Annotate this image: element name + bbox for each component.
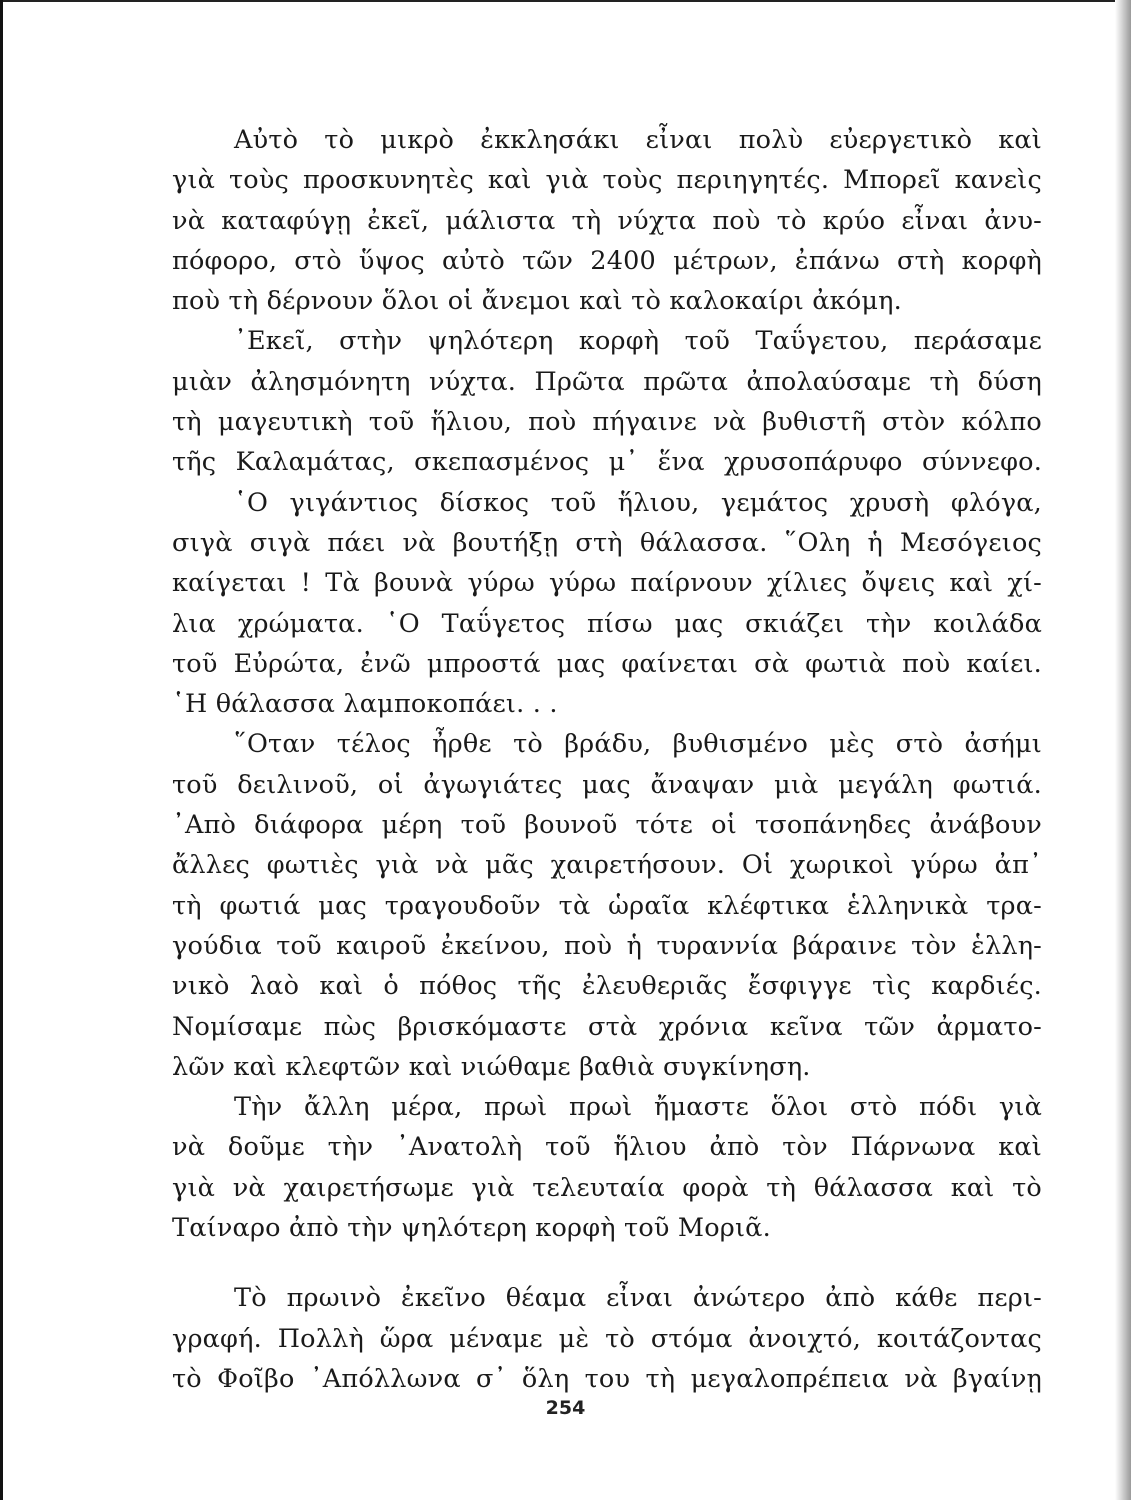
text-line: Αὐτὸ τὸ μικρὸ ἐκκλησάκι εἶναι πολὺ εὐεργετικὸ καὶ	[234, 125, 1042, 155]
text-line: τοῦ Εὐρώτα, ἐνῶ μπροστά μας φαίνεται σὰ φωτιὰ ποὺ καίει.	[172, 648, 1042, 679]
text-line: Τὴν ἄλλη μέρα, πρωὶ πρωὶ ἤμαστε ὅλοι στὸ πόδι γιὰ	[234, 1092, 1042, 1123]
text-line: ῞Οταν τέλος ἦρθε τὸ βράδυ, βυθισμένο μὲς στὸ ἀσήμι	[234, 729, 1042, 760]
text-line: γιὰ τοὺς προσκυνητὲς καὶ γιὰ τοὺς περιηγητές. Μπορεῖ κανεὶς	[172, 165, 1042, 196]
text-line: καίγεται ! Τὰ βουνὰ γύρω γύρω παίρνουν χίλιες ὄψεις καὶ χί-	[172, 568, 1042, 599]
text-line: γούδια τοῦ καιροῦ ἐκείνου, ποὺ ἡ τυραννία βάραινε τὸν ἑλλη-	[172, 930, 1042, 961]
text-line: ᾿Εκεῖ, στὴν ψηλότερη κορφὴ τοῦ Ταΰγετου, περάσαμε	[234, 326, 1042, 357]
page-number: 254	[545, 1397, 586, 1419]
scan-edge-left	[0, 0, 3, 1500]
text-line: τῆς Καλαμάτας, σκεπασμένος μ᾿ ἕνα χρυσοπάρυφο σύννεφο.	[172, 447, 1042, 478]
text-line: τοῦ δειλινοῦ, οἱ ἀγωγιάτες μας ἄναψαν μιὰ μεγάλη φωτιά.	[172, 769, 1042, 800]
text-line: Νομίσαμε πὼς βρισκόμαστε στὰ χρόνια κεῖνα τῶν ἀρματο-	[172, 1011, 1042, 1042]
text-line: Ταίναρο ἀπὸ τὴν ψηλότερη κορφὴ τοῦ Μοριᾶ.	[172, 1213, 771, 1244]
text-line: ποὺ τὴ δέρνουν ὅλοι οἱ ἄνεμοι καὶ τὸ καλοκαίρι ἀκόμη.	[172, 286, 902, 317]
text-line: ἄλλες φωτιὲς γιὰ νὰ μᾶς χαιρετήσουν. Οἱ χωρικοὶ γύρω ἀπ᾿	[172, 850, 1042, 881]
text-line: ῾Η θάλασσα λαμποκοπάει. . .	[172, 689, 558, 720]
text-line: σιγὰ σιγὰ πάει νὰ βουτήξῃ στὴ θάλασσα. ῞Ολη ἡ Μεσόγειος	[172, 527, 1042, 558]
page-body-text	[172, 120, 1042, 1399]
text-line: λῶν καὶ κλεφτῶν καὶ νιώθαμε βαθιὰ συγκίνηση.	[172, 1051, 811, 1082]
text-line: γιὰ νὰ χαιρετήσωμε γιὰ τελευταία φορὰ τὴ θάλασσα καὶ τὸ	[172, 1172, 1042, 1203]
text-line: τὴ φωτιά μας τραγουδοῦν τὰ ὡραῖα κλέφτικα ἑλληνικὰ τρα-	[172, 890, 1042, 921]
text-line: γραφή. Πολλὴ ὥρα μέναμε μὲ τὸ στόμα ἀνοιχτό, κοιτάζοντας	[172, 1323, 1042, 1354]
scan-edge-top	[0, 0, 1131, 2]
text-line: νὰ δοῦμε τὴν ᾿Ανατολὴ τοῦ ἥλιου ἀπὸ τὸν Πάρνωνα καὶ	[172, 1132, 1042, 1163]
text-line: ᾿Απὸ διάφορα μέρη τοῦ βουνοῦ τότε οἱ τσοπάνηδες ἀνάβουν	[172, 810, 1042, 841]
text-line: Τὸ πρωινὸ ἐκεῖνο θέαμα εἶναι ἀνώτερο ἀπὸ κάθε περι-	[234, 1283, 1042, 1314]
text-line: νὰ καταφύγῃ ἐκεῖ, μάλιστα τὴ νύχτα ποὺ τὸ κρύο εἶναι ἀνυ-	[172, 205, 1042, 236]
text-line: πόφορο, στὸ ὕψος αὐτὸ τῶν 2400 μέτρων, ἐπάνω στὴ κορφὴ	[172, 245, 1042, 276]
scan-edge-right	[1115, 0, 1131, 1500]
text-line: λια χρώματα. ῾Ο Ταΰγετος πίσω μας σκιάζει τὴν κοιλάδα	[172, 608, 1042, 639]
text-line: ῾Ο γιγάντιος δίσκος τοῦ ἥλιου, γεμάτος χρυσὴ φλόγα,	[234, 487, 1042, 518]
text-line: μιὰν ἀλησμόνητη νύχτα. Πρῶτα πρῶτα ἀπολαύσαμε τὴ δύση	[172, 366, 1042, 397]
paragraph-gap	[172, 1248, 1042, 1278]
text-line: νικὸ λαὸ καὶ ὁ πόθος τῆς ἐλευθεριᾶς ἔσφιγγε τὶς καρδιές.	[172, 971, 1042, 1002]
text-line: τὸ Φοῖβο ᾿Απόλλωνα σ᾿ ὅλη του τὴ μεγαλοπρέπεια νὰ βγαίνῃ	[172, 1363, 1042, 1394]
text-line: τὴ μαγευτικὴ τοῦ ἥλιου, ποὺ πήγαινε νὰ βυθιστῆ στὸν κόλπο	[172, 407, 1042, 438]
